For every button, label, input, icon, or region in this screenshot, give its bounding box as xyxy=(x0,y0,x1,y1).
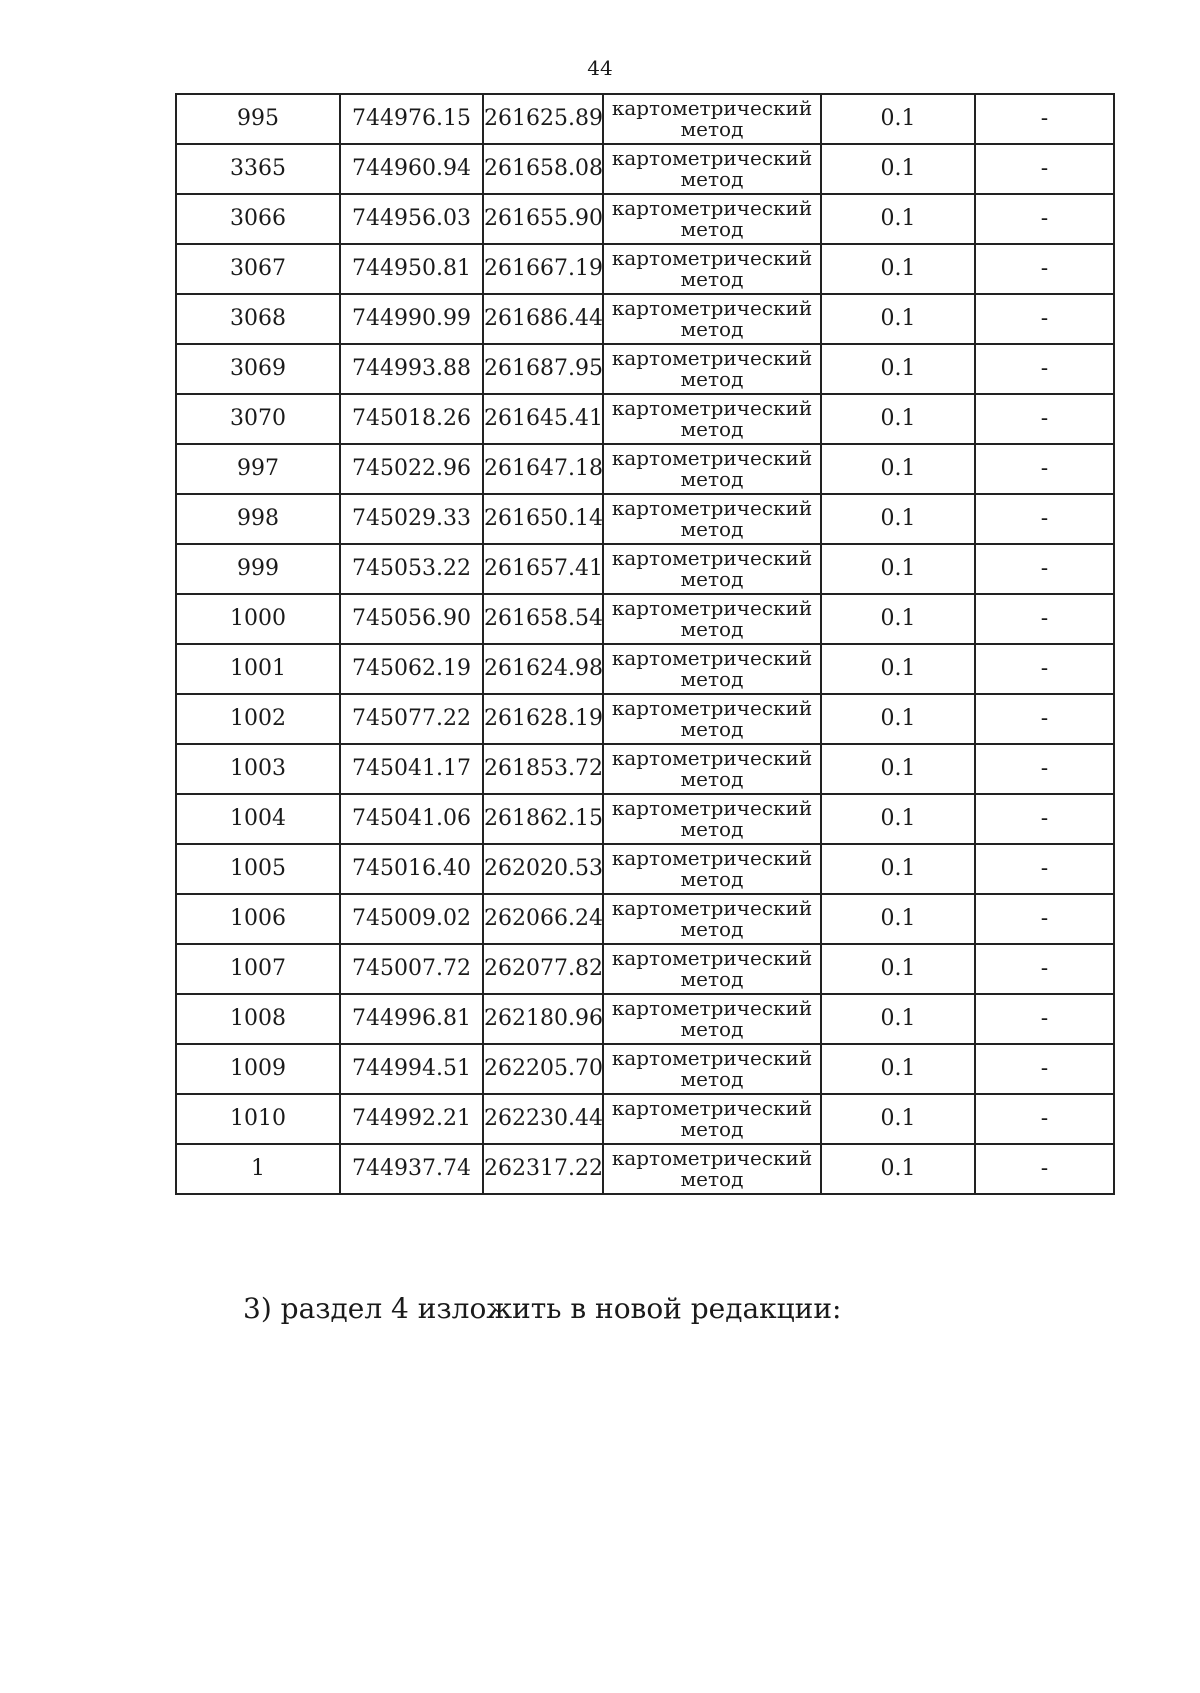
accuracy-cell: 0.1 xyxy=(821,144,975,194)
y-coordinate-cell: 261658.54 xyxy=(483,594,603,644)
y-coordinate-cell: 261658.08 xyxy=(483,144,603,194)
table-row xyxy=(176,294,1114,344)
y-coordinate-cell: 261853.72 xyxy=(483,744,603,794)
point-number-cell: 1009 xyxy=(176,1044,340,1094)
point-number-cell: 995 xyxy=(176,94,340,144)
accuracy-cell: 0.1 xyxy=(821,1094,975,1144)
description-cell: - xyxy=(975,594,1114,644)
point-number-cell: 999 xyxy=(176,544,340,594)
table-row xyxy=(176,544,1114,594)
y-coordinate-cell: 262205.70 xyxy=(483,1044,603,1094)
method-cell: картометрический метод xyxy=(603,444,821,494)
method-cell: картометрический метод xyxy=(603,144,821,194)
x-coordinate-cell: 744994.51 xyxy=(340,1044,483,1094)
page-number: 44 xyxy=(587,56,613,80)
method-cell: картометрический метод xyxy=(603,494,821,544)
description-cell: - xyxy=(975,444,1114,494)
x-coordinate-cell: 744960.94 xyxy=(340,144,483,194)
method-cell: картометрический метод xyxy=(603,644,821,694)
description-cell: - xyxy=(975,344,1114,394)
x-coordinate-cell: 745041.06 xyxy=(340,794,483,844)
accuracy-cell: 0.1 xyxy=(821,344,975,394)
table-row xyxy=(176,1144,1114,1194)
x-coordinate-cell: 744976.15 xyxy=(340,94,483,144)
accuracy-cell: 0.1 xyxy=(821,444,975,494)
x-coordinate-cell: 744956.03 xyxy=(340,194,483,244)
table-row xyxy=(176,144,1114,194)
y-coordinate-cell: 261628.19 xyxy=(483,694,603,744)
table-row xyxy=(176,194,1114,244)
point-number-cell: 997 xyxy=(176,444,340,494)
x-coordinate-cell: 745056.90 xyxy=(340,594,483,644)
point-number-cell: 3067 xyxy=(176,244,340,294)
accuracy-cell: 0.1 xyxy=(821,94,975,144)
point-number-cell: 998 xyxy=(176,494,340,544)
method-cell: картометрический метод xyxy=(603,1144,821,1194)
description-cell: - xyxy=(975,844,1114,894)
description-cell: - xyxy=(975,1094,1114,1144)
x-coordinate-cell: 744950.81 xyxy=(340,244,483,294)
accuracy-cell: 0.1 xyxy=(821,1144,975,1194)
table-row xyxy=(176,244,1114,294)
method-cell: картометрический метод xyxy=(603,844,821,894)
method-cell: картометрический метод xyxy=(603,694,821,744)
accuracy-cell: 0.1 xyxy=(821,644,975,694)
method-cell: картометрический метод xyxy=(603,394,821,444)
method-cell: картометрический метод xyxy=(603,344,821,394)
accuracy-cell: 0.1 xyxy=(821,244,975,294)
description-cell: - xyxy=(975,144,1114,194)
y-coordinate-cell: 262077.82 xyxy=(483,944,603,994)
accuracy-cell: 0.1 xyxy=(821,194,975,244)
y-coordinate-cell: 261647.18 xyxy=(483,444,603,494)
table-row xyxy=(176,994,1114,1044)
accuracy-cell: 0.1 xyxy=(821,594,975,644)
accuracy-cell: 0.1 xyxy=(821,944,975,994)
y-coordinate-cell: 261625.89 xyxy=(483,94,603,144)
point-number-cell: 1004 xyxy=(176,794,340,844)
y-coordinate-cell: 261657.41 xyxy=(483,544,603,594)
y-coordinate-cell: 261624.98 xyxy=(483,644,603,694)
method-cell: картометрический метод xyxy=(603,1094,821,1144)
point-number-cell: 1006 xyxy=(176,894,340,944)
description-cell: - xyxy=(975,894,1114,944)
method-cell: картометрический метод xyxy=(603,944,821,994)
table-row xyxy=(176,1044,1114,1094)
table-row xyxy=(176,894,1114,944)
y-coordinate-cell: 262066.24 xyxy=(483,894,603,944)
x-coordinate-cell: 744990.99 xyxy=(340,294,483,344)
point-number-cell: 1008 xyxy=(176,994,340,1044)
method-cell: картометрический метод xyxy=(603,244,821,294)
point-number-cell: 1007 xyxy=(176,944,340,994)
accuracy-cell: 0.1 xyxy=(821,1044,975,1094)
point-number-cell: 1000 xyxy=(176,594,340,644)
description-cell: - xyxy=(975,1144,1114,1194)
table-row xyxy=(176,794,1114,844)
description-cell: - xyxy=(975,94,1114,144)
table-row xyxy=(176,94,1114,144)
y-coordinate-cell: 261645.41 xyxy=(483,394,603,444)
accuracy-cell: 0.1 xyxy=(821,544,975,594)
point-number-cell: 3070 xyxy=(176,394,340,444)
y-coordinate-cell: 261686.44 xyxy=(483,294,603,344)
y-coordinate-cell: 262230.44 xyxy=(483,1094,603,1144)
method-cell: картометрический метод xyxy=(603,894,821,944)
accuracy-cell: 0.1 xyxy=(821,494,975,544)
x-coordinate-cell: 745018.26 xyxy=(340,394,483,444)
x-coordinate-cell: 745022.96 xyxy=(340,444,483,494)
x-coordinate-cell: 745053.22 xyxy=(340,544,483,594)
table-row xyxy=(176,944,1114,994)
method-cell: картометрический метод xyxy=(603,194,821,244)
coordinates-table-body xyxy=(176,94,1114,1194)
x-coordinate-cell: 745062.19 xyxy=(340,644,483,694)
point-number-cell: 1003 xyxy=(176,744,340,794)
table-row xyxy=(176,394,1114,444)
accuracy-cell: 0.1 xyxy=(821,794,975,844)
instruction-text: 3) раздел 4 изложить в новой редакции: xyxy=(243,1292,842,1325)
description-cell: - xyxy=(975,394,1114,444)
x-coordinate-cell: 744993.88 xyxy=(340,344,483,394)
method-cell: картометрический метод xyxy=(603,94,821,144)
table-row xyxy=(176,694,1114,744)
table-row xyxy=(176,594,1114,644)
y-coordinate-cell: 262020.53 xyxy=(483,844,603,894)
accuracy-cell: 0.1 xyxy=(821,294,975,344)
accuracy-cell: 0.1 xyxy=(821,394,975,444)
x-coordinate-cell: 745041.17 xyxy=(340,744,483,794)
coordinates-table xyxy=(175,93,1115,1195)
description-cell: - xyxy=(975,244,1114,294)
accuracy-cell: 0.1 xyxy=(821,694,975,744)
x-coordinate-cell: 744996.81 xyxy=(340,994,483,1044)
description-cell: - xyxy=(975,644,1114,694)
description-cell: - xyxy=(975,944,1114,994)
x-coordinate-cell: 744937.74 xyxy=(340,1144,483,1194)
x-coordinate-cell: 745016.40 xyxy=(340,844,483,894)
y-coordinate-cell: 262317.22 xyxy=(483,1144,603,1194)
point-number-cell: 3365 xyxy=(176,144,340,194)
accuracy-cell: 0.1 xyxy=(821,844,975,894)
accuracy-cell: 0.1 xyxy=(821,894,975,944)
method-cell: картометрический метод xyxy=(603,544,821,594)
method-cell: картометрический метод xyxy=(603,1044,821,1094)
method-cell: картометрический метод xyxy=(603,294,821,344)
x-coordinate-cell: 744992.21 xyxy=(340,1094,483,1144)
description-cell: - xyxy=(975,494,1114,544)
description-cell: - xyxy=(975,544,1114,594)
point-number-cell: 1005 xyxy=(176,844,340,894)
description-cell: - xyxy=(975,294,1114,344)
x-coordinate-cell: 745009.02 xyxy=(340,894,483,944)
y-coordinate-cell: 261687.95 xyxy=(483,344,603,394)
method-cell: картометрический метод xyxy=(603,594,821,644)
table-row xyxy=(176,344,1114,394)
point-number-cell: 1 xyxy=(176,1144,340,1194)
description-cell: - xyxy=(975,794,1114,844)
method-cell: картометрический метод xyxy=(603,994,821,1044)
method-cell: картометрический метод xyxy=(603,744,821,794)
accuracy-cell: 0.1 xyxy=(821,994,975,1044)
x-coordinate-cell: 745029.33 xyxy=(340,494,483,544)
method-cell: картометрический метод xyxy=(603,794,821,844)
description-cell: - xyxy=(975,744,1114,794)
table-row xyxy=(176,1094,1114,1144)
table-row xyxy=(176,444,1114,494)
x-coordinate-cell: 745007.72 xyxy=(340,944,483,994)
y-coordinate-cell: 261862.15 xyxy=(483,794,603,844)
x-coordinate-cell: 745077.22 xyxy=(340,694,483,744)
table-row xyxy=(176,744,1114,794)
point-number-cell: 3068 xyxy=(176,294,340,344)
accuracy-cell: 0.1 xyxy=(821,744,975,794)
description-cell: - xyxy=(975,1044,1114,1094)
point-number-cell: 3066 xyxy=(176,194,340,244)
y-coordinate-cell: 261667.19 xyxy=(483,244,603,294)
point-number-cell: 1010 xyxy=(176,1094,340,1144)
description-cell: - xyxy=(975,194,1114,244)
point-number-cell: 1002 xyxy=(176,694,340,744)
table-row xyxy=(176,844,1114,894)
point-number-cell: 3069 xyxy=(176,344,340,394)
description-cell: - xyxy=(975,694,1114,744)
y-coordinate-cell: 262180.96 xyxy=(483,994,603,1044)
description-cell: - xyxy=(975,994,1114,1044)
y-coordinate-cell: 261655.90 xyxy=(483,194,603,244)
point-number-cell: 1001 xyxy=(176,644,340,694)
y-coordinate-cell: 261650.14 xyxy=(483,494,603,544)
table-row xyxy=(176,494,1114,544)
table-row xyxy=(176,644,1114,694)
